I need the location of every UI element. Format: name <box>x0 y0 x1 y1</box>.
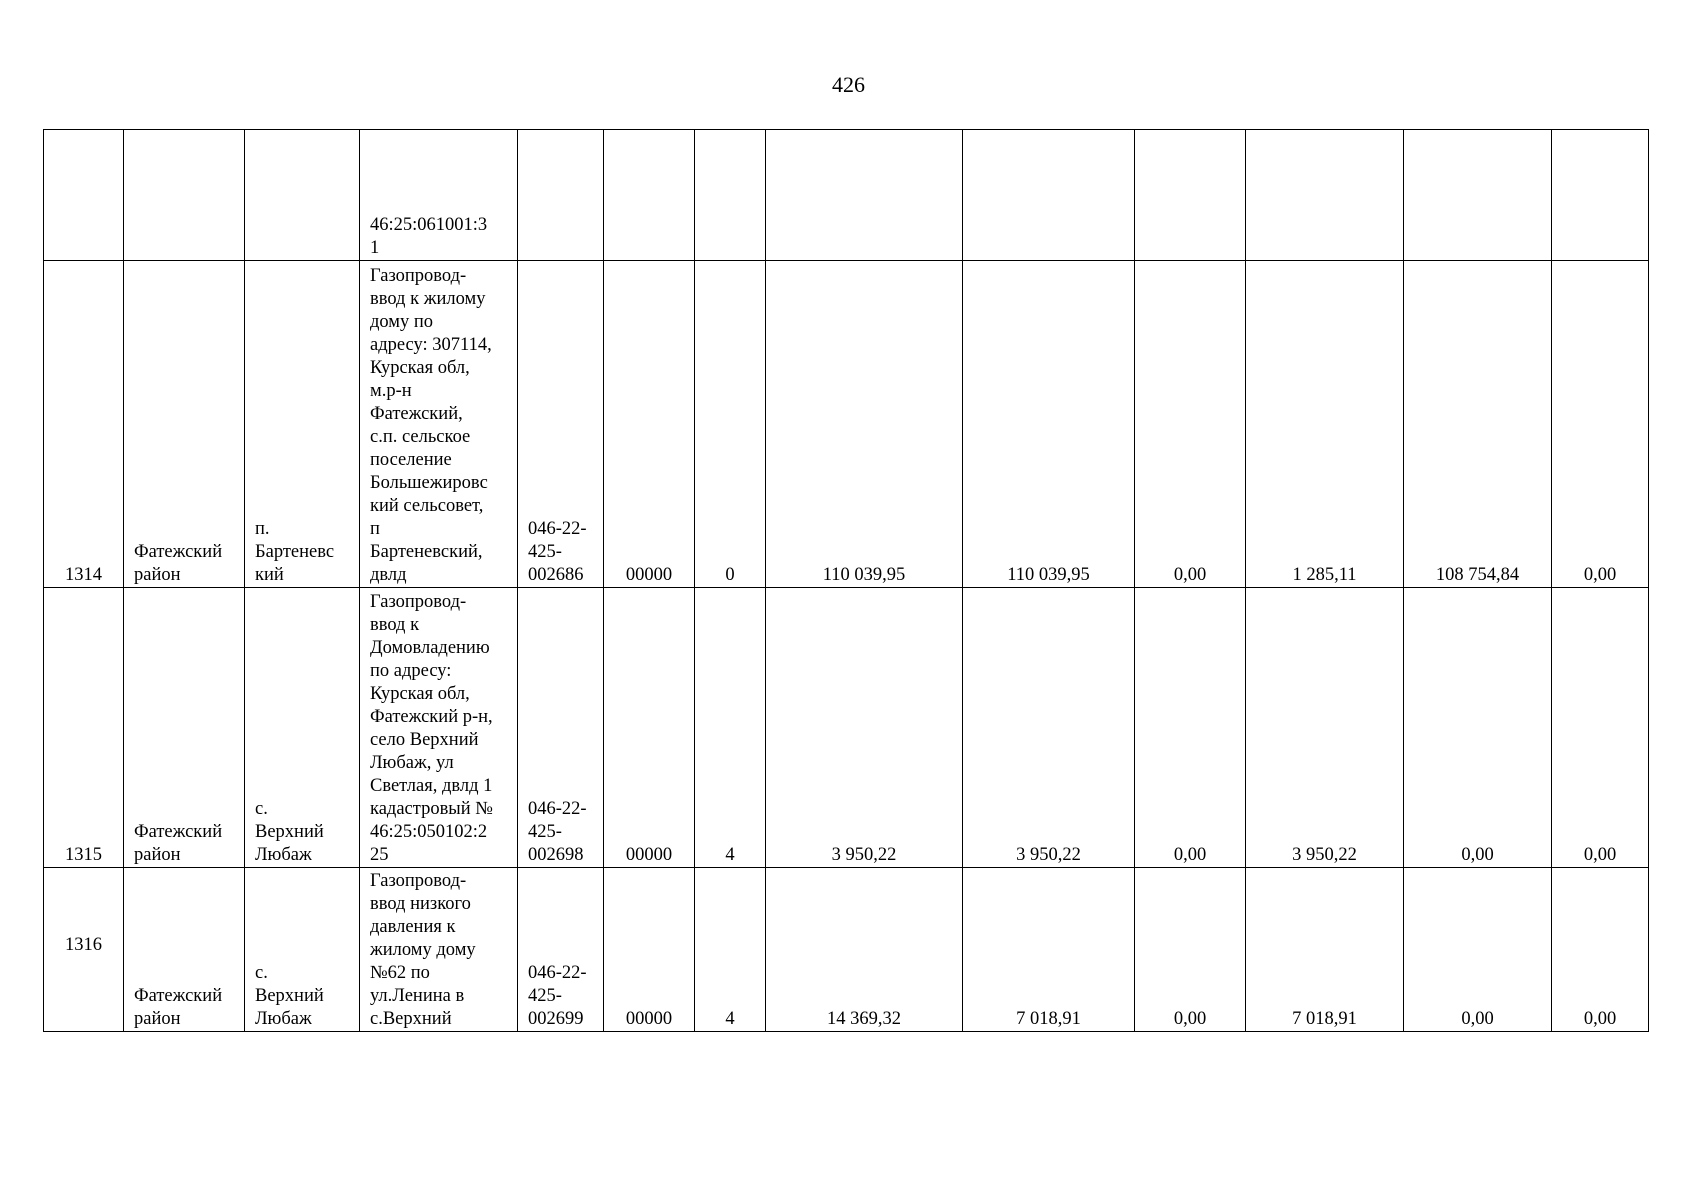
cell-count: 4 <box>695 588 766 868</box>
cell-code: 00000 <box>604 588 695 868</box>
cell-value-5 <box>1404 130 1552 261</box>
cell-value-5: 108 754,84 <box>1404 261 1552 588</box>
cell-code <box>604 130 695 261</box>
cell-value-6: 0,00 <box>1552 588 1649 868</box>
cell-inventory-no <box>518 130 604 261</box>
cell-description: Газопровод- ввод к жилому дому по адресу: 307114, Курская обл, м.р-н Фатежский, с.п. сельское поселение Большежировс кий сельсовет, п Бартеневский, двлд <box>360 261 518 588</box>
cell-locality: п. Бартеневс кий <box>245 261 360 588</box>
cell-district <box>124 130 245 261</box>
cell-value-4: 7 018,91 <box>1246 868 1404 1032</box>
cell-inventory-no: 046-22- 425- 002686 <box>518 261 604 588</box>
cell-value-6 <box>1552 130 1649 261</box>
cell-value-2: 3 950,22 <box>963 588 1135 868</box>
cell-district: Фатежский район <box>124 261 245 588</box>
cell-count: 0 <box>695 261 766 588</box>
cell-value-2: 7 018,91 <box>963 868 1135 1032</box>
cell-value-4: 3 950,22 <box>1246 588 1404 868</box>
cell-locality: с. Верхний Любаж <box>245 588 360 868</box>
cell-description: Газопровод- ввод низкого давления к жилому дому №62 по ул.Ленина в с.Верхний <box>360 868 518 1032</box>
cell-index: 1315 <box>44 588 124 868</box>
cell-value-1: 14 369,32 <box>766 868 963 1032</box>
continuation-row <box>44 130 1649 261</box>
cell-value-4 <box>1246 130 1404 261</box>
cell-inventory-no: 046-22- 425- 002699 <box>518 868 604 1032</box>
page-number: 426 <box>832 72 865 97</box>
cell-count: 4 <box>695 868 766 1032</box>
cell-index <box>44 130 124 261</box>
cell-index: 1314 <box>44 261 124 588</box>
cell-value-6: 0,00 <box>1552 261 1649 588</box>
cell-inventory-no: 046-22- 425- 002698 <box>518 588 604 868</box>
cell-description: Газопровод- ввод к Домовладению по адресу: Курская обл, Фатежский р-н, село Верхний Любаж, ул Светлая, двлд 1 кадастровый № 46:25:050102:2 25 <box>360 588 518 868</box>
cell-value-6: 0,00 <box>1552 868 1649 1032</box>
cell-value-1: 3 950,22 <box>766 588 963 868</box>
cell-value-3 <box>1135 130 1246 261</box>
cell-description: 46:25:061001:3 1 <box>360 130 518 261</box>
cell-value-5: 0,00 <box>1404 868 1552 1032</box>
cell-index: 1316 <box>44 868 124 1032</box>
cell-value-2: 110 039,95 <box>963 261 1135 588</box>
cell-district: Фатежский район <box>124 588 245 868</box>
cell-value-4: 1 285,11 <box>1246 261 1404 588</box>
cell-value-3: 0,00 <box>1135 588 1246 868</box>
cell-code: 00000 <box>604 261 695 588</box>
cell-value-1 <box>766 130 963 261</box>
cell-value-3: 0,00 <box>1135 261 1246 588</box>
table-row <box>44 588 1649 868</box>
cell-value-3: 0,00 <box>1135 868 1246 1032</box>
cell-value-1: 110 039,95 <box>766 261 963 588</box>
cell-locality: с. Верхний Любаж <box>245 868 360 1032</box>
cell-value-2 <box>963 130 1135 261</box>
registry-table <box>43 129 1649 1032</box>
cell-district: Фатежский район <box>124 868 245 1032</box>
cell-value-5: 0,00 <box>1404 588 1552 868</box>
table-row <box>44 868 1649 1032</box>
table-row <box>44 261 1649 588</box>
cell-code: 00000 <box>604 868 695 1032</box>
cell-locality <box>245 130 360 261</box>
cell-count <box>695 130 766 261</box>
